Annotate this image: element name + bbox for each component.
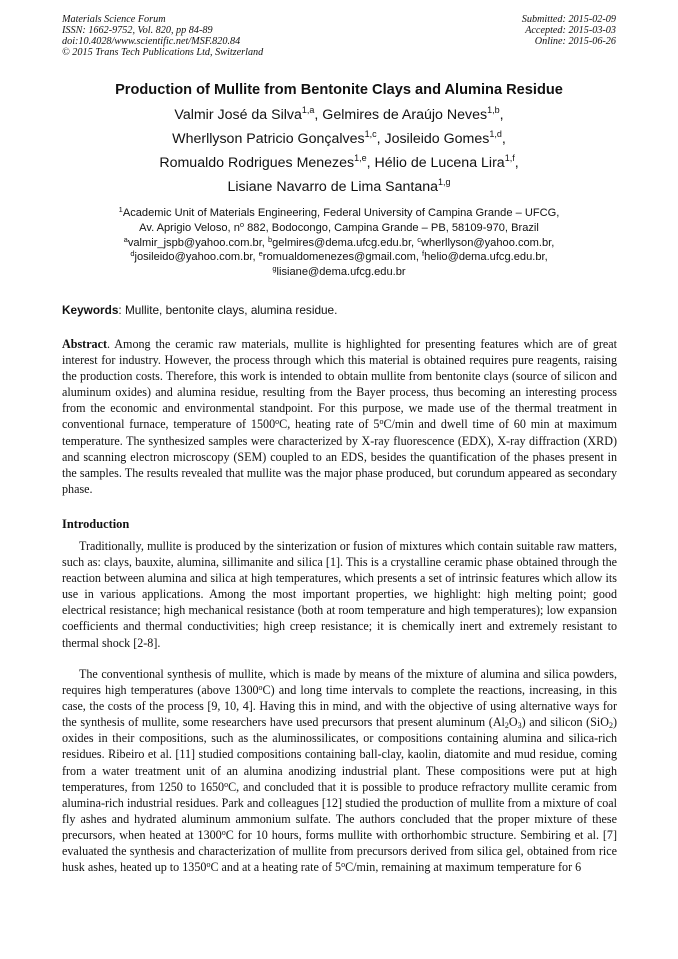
author-name: Wherllyson Patricio Gonçalves [172,131,365,147]
author-affil: 1,c [364,129,377,139]
submission-dates [522,14,616,47]
email-marker: f [422,249,425,259]
author-name: Romualdo Rodrigues Menezes [159,155,355,171]
email-marker: g [272,264,277,274]
subscript: 2 [504,721,509,731]
abstract [62,336,617,497]
author-line: Romualdo Rodrigues Menezes$^{1,e}$, Hélio de Lucena Lira$^{1,f}$, [159,153,519,171]
author-affil: 1,d [489,129,502,139]
author-affil: 1,a [301,105,315,115]
journal-info [62,14,263,58]
journal-name: Materials Science Forum [62,14,166,25]
email-address[interactable]: wherllyson@yahoo.com.br, [420,236,555,249]
affiliation-number: 1 [118,205,123,214]
email-line [0,236,678,251]
author-affil: 1,f [504,153,515,163]
subscript: 2 [608,721,613,731]
submitted-date: Submitted: 2015-02-09 [521,14,616,25]
keywords [62,303,617,317]
email-address[interactable]: romualdomenezes@gmail.com, [262,251,423,264]
paragraph-text: C and at a heating rate of 5 [210,860,342,875]
email-marker: d [130,249,135,259]
degree-mark: o [341,860,346,870]
affiliation-text: Academic Unit of Materials Engineering, Federal University of Campina Grande – UFCG, [122,207,560,219]
intro-paragraph-1: Traditionally, mullite is produced by the sinterization or fusion of mixtures which contain suitable raw matters, such as: clays, bauxite, alumina, sillimanite and silica [1]. This is a crystalline ceramic phase obtained through the reaction between alumina and silica at high temperatures, which presents a set of intrinsic features which allow its use in various applications. Among the most important properties, we highlight: high melting point; good electrical resistance; high mechanical resistance (both at room temperature and high temperatures); low expansion coefficients and thermal conductivities; high creep resistance; it is chemically inert and extremely resistant to thermal shock [2-8]. [62,539,617,650]
author-list [0,103,678,199]
email-address[interactable]: josileido@yahoo.com.br, [134,251,259,264]
paragraph-text: C/min, remaining at maximum temperature for 6 [345,860,582,875]
author-affil: 1,e [354,153,367,163]
journal-doi: doi:10.4028/www.scientific.net/MSF.820.84 [62,36,241,47]
email-line [0,250,678,265]
author-line: Wherllyson Patricio Gonçalves$^{1,c}$, Josileido Gomes$^{1,d}$, [172,129,506,147]
degree-mark: o [206,860,211,870]
email-marker: b [267,234,273,244]
section-heading-introduction: Introduction [62,517,130,531]
abstract-text: C, heating rate of 5 [279,417,380,432]
journal-copyright: © 2015 Trans Tech Publications Ltd, Switzerland [62,47,264,58]
email-address[interactable]: lisiane@dema.ufcg.edu.br [276,266,406,279]
paragraph-text: ) and silicon (SiO [521,715,609,730]
affiliation-line [0,221,678,236]
degree-mark: o [379,417,384,427]
author-line: Valmir José da Silva$^{1,a}$, Gelmires de Araújo Neves$^{1,b}$, [174,105,504,123]
paragraph-text: C, and concluded that it is possible to produce refractory mullite ceramic from alumina-rich industrial residues. Park and colleagues [12] studied the production of mullite from a mixture of coal fly ashes and hydrated aluminum ammonium sulfate. The authors concluded that the proper mixture of these precursors, when heated at 1300 [62,779,617,842]
affiliation-block [0,206,678,280]
online-date: Online: 2015-06-26 [534,36,616,47]
email-line [0,265,678,280]
author-name: Lisiane Navarro de Lima Santana [227,179,439,195]
email-marker: e [258,249,263,259]
paragraph-text: ) oxides in their compositions, such as the aluminossilicates, or compositions containing alumina and silica-rich residues. Ribeiro et al. [11] studied compositions containing ball-clay, kaolin, diatomite and mud residue, coming from a water treatment unit of an alumina anodizing industrial plant. These compositions were put at high temperatures, from 1250 to 1650 [62,715,618,794]
paragraph-text: C for 10 hours, forms mullite with orthorhombic structure. Sembiring et al. [7] evaluated the synthesis and characterization of mullite from precursors derived from silica gel, obtained from rice husk ashes, heated up to 1350 [62,827,617,875]
accepted-date: Accepted: 2015-03-03 [525,25,616,36]
email-marker: a [123,234,128,244]
journal-issn: ISSN: 1662-9752, Vol. 820, pp 84-89 [62,25,213,36]
degree-mark: o [275,417,280,427]
intro-paragraph-2 [62,666,617,875]
keywords-label: Keywords [62,303,119,317]
author-name: Gelmires de Araújo Neves [322,107,488,123]
degree-mark: o [224,779,229,789]
email-marker: c [417,234,421,244]
author-name: Valmir José da Silva [174,107,302,123]
author-affil: 1,b [487,105,500,115]
author-name: Josileido Gomes [384,131,490,147]
author-line [0,175,678,199]
paragraph-text: The conventional synthesis of mullite, which is made by means of the mixture of alumina and silica powders, requires high temperatures (above 1300 [62,667,617,698]
email-address[interactable]: valmir_jspb@yahoo.com.br, [127,236,268,249]
keywords-text: : Mullite, bentonite clays, alumina residue. [118,303,338,317]
paper-title: Production of Mullite from Bentonite Clays and Alumina Residue [115,82,563,98]
affiliation-ordinal: o [239,219,245,229]
abstract-text: . Among the ceramic raw materials, mullite is highlighted for presenting features which are of great interest for industry. However, the process through which this material is obtained requires pure reagents, raising the production costs. Therefore, this work is intended to obtain mullite from bentonite clays (source of silicon and aluminum oxides) and alumina residue, resulting from the Bayer process, thus becoming an interesting process from the economic and environmental standpoint. For this purpose, we made use of the thermal treatment in conventional furnace, temperature of 1500 [62,337,617,432]
abstract-text: C/min and dwell time of 60 min at maximum temperature. The synthesized samples were characterized by X-ray fluorescence (EDX), X-ray diffraction (XRD) and scanning electron microscopy (SEM) coupled to an EDS, besides the quantification of the phases present in the samples. The results revealed that mullite was the major phase produced, but corundum appeared as secondary phase. [62,417,617,496]
author-affil: 1,g [438,177,451,187]
paragraph-text: C) and long time intervals to complete the reactions, increasing, in this case, the costs of the process [9, 10, 4]. Having this in mind, and with the objective of using alternative ways for the synthesis of mullite, some researchers have used precursors that present aluminum (Al [62,683,618,730]
abstract-label: Abstract [62,337,108,351]
affiliation-text: Av. Aprigio Veloso, n [139,221,240,234]
degree-mark: o [258,683,263,693]
email-address[interactable]: helio@dema.ufcg.edu.br, [424,251,548,264]
paragraph-text: O [508,715,518,730]
degree-mark: o [221,827,226,837]
subscript: 3 [517,721,522,731]
email-address[interactable]: gelmires@dema.ufcg.edu.br, [272,236,418,249]
author-name: Hélio de Lucena Lira [374,155,505,171]
affiliation-text: 882, Bodocongo, Campina Grande – PB, 58109-970, Brazil [244,221,539,234]
affiliation-line [0,206,678,221]
